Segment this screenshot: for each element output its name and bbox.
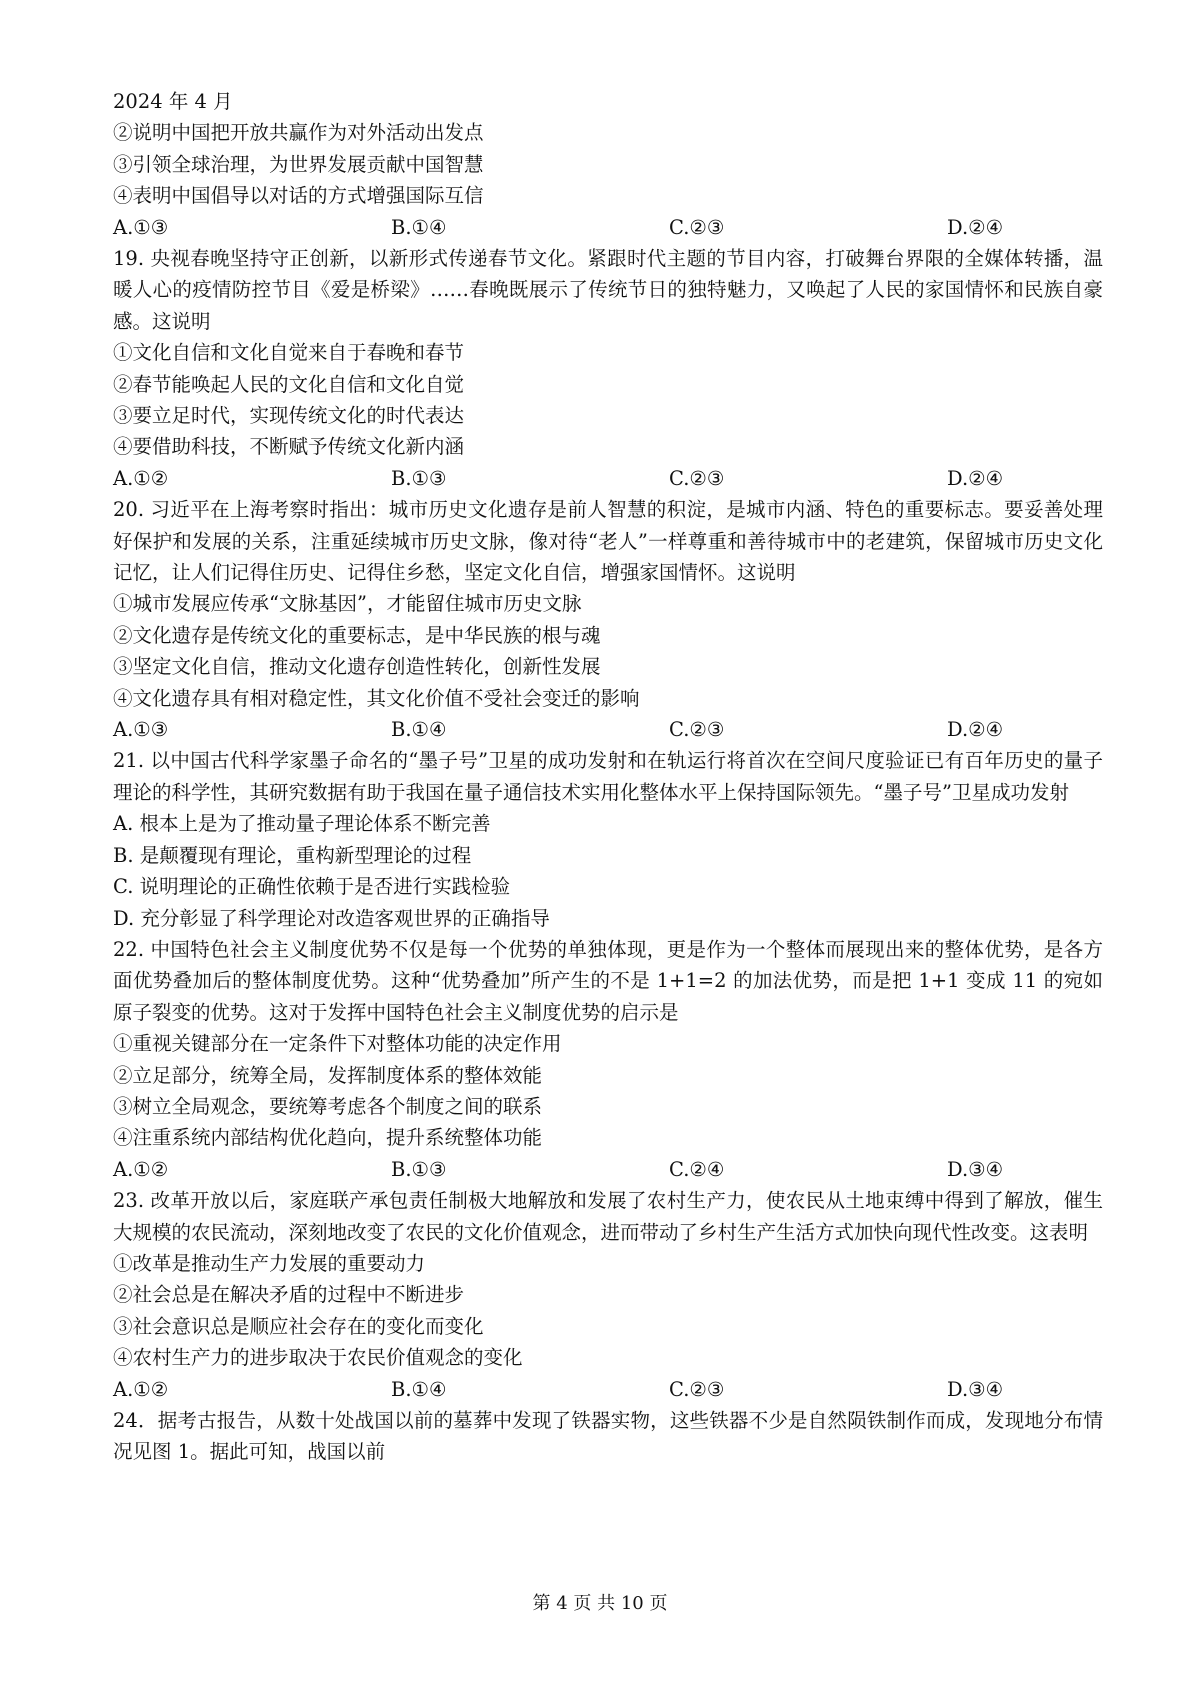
- q19-option-b: B.①③: [391, 466, 447, 490]
- q22-option-b: B.①③: [391, 1157, 447, 1181]
- q19-option-c: C.②③: [669, 466, 725, 490]
- q22-option-d: D.③④: [947, 1157, 1004, 1181]
- q23-option-b: B.①④: [391, 1377, 447, 1401]
- q20-statement: ①城市发展应传承“文脉基因”，才能留住城市历史文脉: [113, 592, 582, 616]
- q20-statement: ④文化遗存具有相对稳定性，其文化价值不受社会变迁的影响: [113, 686, 640, 710]
- q23-option-a: A.①②: [113, 1377, 169, 1401]
- q22-statement: ②立足部分，统筹全局，发挥制度体系的整体效能: [113, 1063, 543, 1087]
- q18-statement: ④表明中国倡导以对话的方式增强国际互信: [113, 184, 484, 208]
- q19-statement: ①文化自信和文化自觉来自于春晚和春节: [113, 341, 465, 365]
- q18-option-b: B.①④: [391, 215, 447, 239]
- q20-statement: ②文化遗存是传统文化的重要标志，是中华民族的根与魂: [113, 623, 601, 647]
- q23-options: [113, 1374, 1103, 1405]
- q19-stem: 19. 央视春晚坚持守正创新，以新形式传递春节文化。紧跟时代主题的节目内容，打破舞台界限的全媒体转播，温暖人心的疫情防控节目《爱是桥梁》……春晚既展示了传统节日的独特魅力，又唤起了人民的家国情怀和民族自豪感。这说明: [113, 247, 1103, 333]
- q24-stem: 24．据考古报告，从数十处战国以前的墓葬中发现了铁器实物，这些铁器不少是自然陨铁制作而成，发现地分布情况见图 1。据此可知，战国以前: [113, 1408, 1103, 1464]
- page-content: [113, 86, 1103, 1468]
- q21-choice-d: D. 充分彰显了科学理论对改造客观世界的正确指导: [113, 906, 550, 930]
- q20-stem: 20. 习近平在上海考察时指出：城市历史文化遗存是前人智慧的积淀，是城市内涵、特色的重要标志。要妥善处理好保护和发展的关系，注重延续城市历史文脉，像对待“老人”一样尊重和善待城市中的老建筑，保留城市历史文化记忆，让人们记得住历史、记得住乡愁，坚定文化自信，增强家国情怀。这说明: [113, 498, 1103, 585]
- q22-statement: ①重视关键部分在一定条件下对整体功能的决定作用: [113, 1032, 562, 1056]
- q22-statement: ④注重系统内部结构优化趋向，提升系统整体功能: [113, 1126, 543, 1150]
- q18-statement: ③引领全球治理，为世界发展贡献中国智慧: [113, 152, 484, 176]
- q23-statement: ③社会意识总是顺应社会存在的变化而变化: [113, 1314, 484, 1338]
- q22-options: [113, 1154, 1103, 1185]
- header-date: 2024 年 4 月: [113, 90, 233, 113]
- page-footer: 第 4 页 共 10 页: [532, 1593, 668, 1614]
- q23-option-c: C.②③: [669, 1377, 725, 1401]
- q22-option-a: A.①②: [113, 1157, 169, 1181]
- q22-statement: ③树立全局观念，要统筹考虑各个制度之间的联系: [113, 1094, 543, 1118]
- q18-statement: ②说明中国把开放共赢作为对外活动出发点: [113, 121, 484, 145]
- q19-option-d: D.②④: [947, 466, 1004, 490]
- q23-option-d: D.③④: [947, 1377, 1004, 1401]
- q20-option-c: C.②③: [669, 718, 725, 742]
- q20-option-b: B.①④: [391, 718, 447, 742]
- q23-statement: ②社会总是在解决矛盾的过程中不断进步: [113, 1283, 465, 1307]
- q18-option-c: C.②③: [669, 215, 725, 239]
- q23-statement: ①改革是推动生产力发展的重要动力: [113, 1251, 426, 1275]
- q18-option-d: D.②④: [947, 215, 1004, 239]
- q19-options: [113, 463, 1103, 494]
- q22-stem: 22. 中国特色社会主义制度优势不仅是每一个优势的单独体现，更是作为一个整体而展现出来的整体优势，是各方面优势叠加后的整体制度优势。这种“优势叠加”所产生的不是 1+1=2 的加法优势，而是把 1+1 变成 11 的宛如原子裂变的优势。这对于发挥中国特色社会主义制度优势的启示是: [113, 937, 1103, 1024]
- q18-option-a: A.①③: [113, 215, 169, 239]
- q20-option-d: D.②④: [947, 718, 1004, 742]
- q21-choice-a: A. 根本上是为了推动量子理论体系不断完善: [113, 812, 491, 836]
- q23-statement: ④农村生产力的进步取决于农民价值观念的变化: [113, 1346, 523, 1370]
- q21-choice-c: C. 说明理论的正确性依赖于是否进行实践检验: [113, 875, 511, 899]
- q22-option-c: C.②④: [669, 1157, 725, 1181]
- q19-statement: ②春节能唤起人民的文化自信和文化自觉: [113, 372, 465, 396]
- q20-option-a: A.①③: [113, 718, 169, 742]
- q20-statement: ③坚定文化自信，推动文化遗存创造性转化，创新性发展: [113, 655, 601, 679]
- q19-option-a: A.①②: [113, 466, 169, 490]
- q19-statement: ④要借助科技，不断赋予传统文化新内涵: [113, 435, 465, 459]
- q18-options: [113, 212, 1103, 243]
- q23-stem: 23. 改革开放以后，家庭联产承包责任制极大地解放和发展了农村生产力，使农民从土地束缚中得到了解放，催生大规模的农民流动，深刻地改变了农民的文化价值观念，进而带动了乡村生产生活方式加快向现代性改变。这表明: [113, 1189, 1103, 1244]
- q20-options: [113, 714, 1103, 745]
- q19-statement: ③要立足时代，实现传统文化的时代表达: [113, 404, 465, 428]
- q21-choice-b: B. 是颠覆现有理论，重构新型理论的过程: [113, 843, 472, 867]
- q21-stem: 21. 以中国古代科学家墨子命名的“墨子号”卫星的成功发射和在轨运行将首次在空间尺度验证已有百年历史的量子理论的科学性，其研究数据有助于我国在量子通信技术实用化整体水平上保持国际领先。“墨子号”卫星成功发射: [113, 749, 1103, 804]
